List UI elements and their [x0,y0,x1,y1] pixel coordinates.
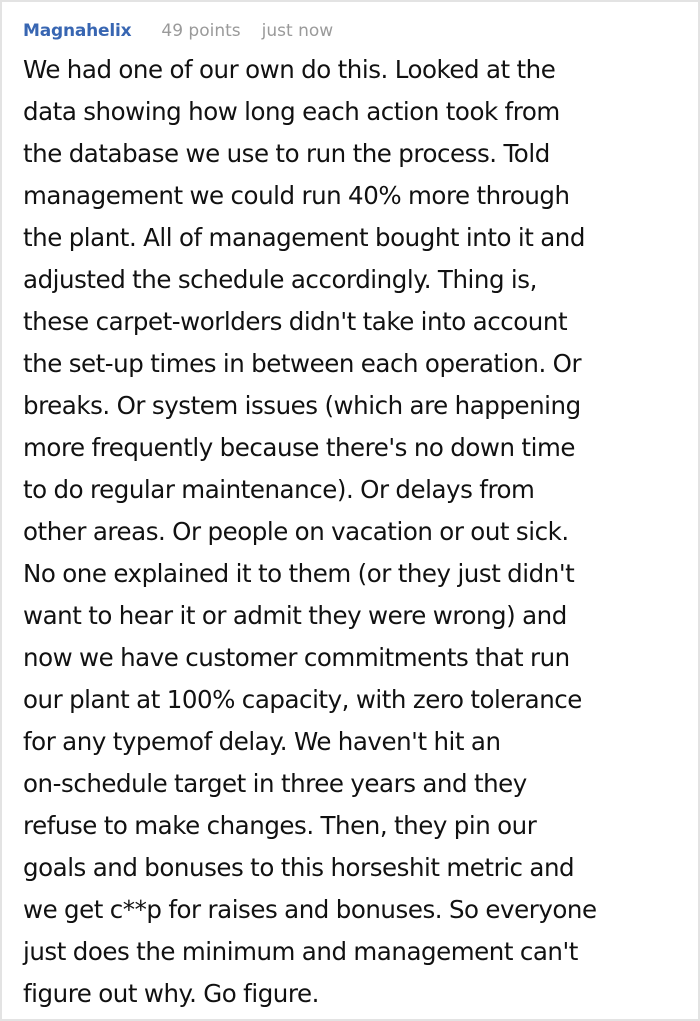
comment-line: adjusted the schedule accordingly. Thing is, [23,265,537,294]
comment-line: data showing how long each action took from [23,97,560,126]
comment-line: on-schedule target in three years and they [23,769,527,798]
comment-line: breaks. Or system issues (which are happening [23,391,581,420]
comment-line: for any typemof delay. We haven't hit an [23,727,501,756]
comment-author-link[interactable]: Magnahelix [23,21,132,41]
comment-line: more frequently because there's no down time [23,433,575,462]
comment-line: other areas. Or people on vacation or out sick. [23,517,569,546]
comment-line: now we have customer commitments that run [23,643,570,672]
comment-body [23,49,678,1015]
comment-line: our plant at 100% capacity, with zero tolerance [23,685,582,714]
comment-line: figure out why. Go figure. [23,979,319,1008]
comment-line: just does the minimum and management can't [23,937,578,966]
comment-line: these carpet-worlders didn't take into account [23,307,568,336]
comment-points: 49 points [161,21,241,41]
comment-line: to do regular maintenance). Or delays from [23,475,535,504]
comment-header [23,16,678,46]
comment-line: management we could run 40% more through [23,181,570,210]
comment-line: No one explained it to them (or they just didn't [23,559,575,588]
comment-line: We had one of our own do this. Looked at the [23,55,556,84]
comment-line: the set-up times in between each operation. Or [23,349,582,378]
comment-line: want to hear it or admit they were wrong) and [23,601,567,630]
comment-line: we get c**p for raises and bonuses. So everyone [23,895,597,924]
comment-line: refuse to make changes. Then, they pin our [23,811,537,840]
comment-line: goals and bonuses to this horseshit metric and [23,853,575,882]
comment-line: the database we use to run the process. Told [23,139,550,168]
comment-timestamp: just now [261,21,334,41]
comment-line: the plant. All of management bought into it and [23,223,585,252]
